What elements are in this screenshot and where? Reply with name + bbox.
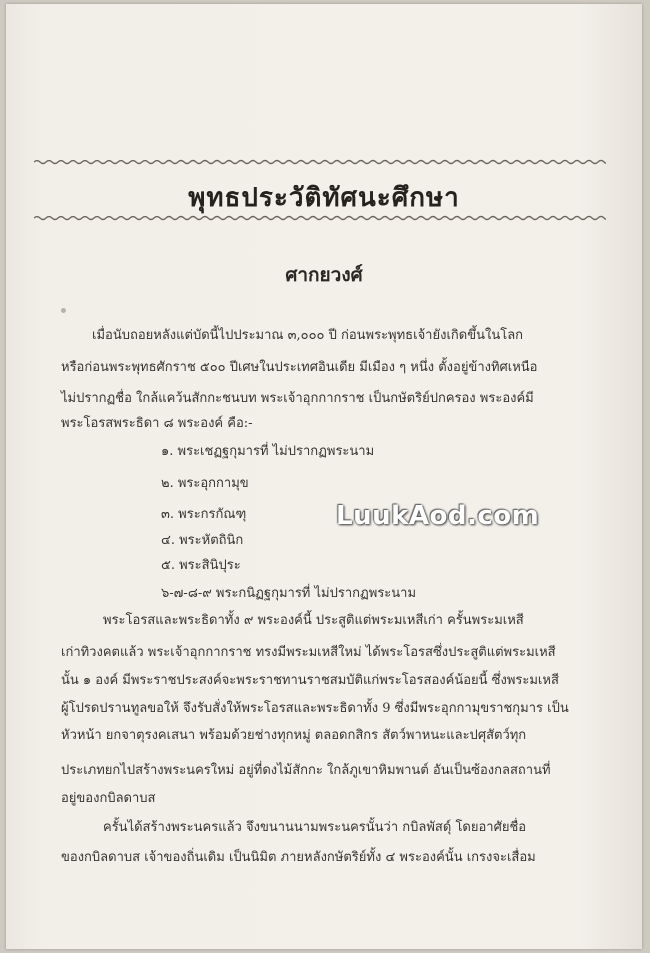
section-title: ศากยวงศ์	[285, 264, 363, 286]
top-wavy-rule	[34, 158, 606, 166]
list-item: ๖-๗-๘-๙ พระกนิฏฐกุมารที่ ไม่ปรากฏพระนาม	[161, 586, 417, 601]
paragraph-line: พระโอรสและพระธิดาทั้ง ๙ พระองค์นี้ ประสูติแต่พระมเหสีเก่า ครั้นพระมเหสี	[103, 613, 524, 628]
bullet-dot	[61, 308, 66, 313]
paragraph-line: นั้น ๑ องค์ มีพระราชประสงค์จะพระราชทานราชสมบัติแก่พระโอรสองค์น้อยนี้ ซึ่งพระมเหสี	[61, 673, 559, 688]
paragraph-line: เก่าทิวงคตแล้ว พระเจ้าอุกกากราช ทรงมีพระมเหสีใหม่ ได้พระโอรสซึ่งประสูติแต่พระมเหสี	[61, 645, 556, 660]
paragraph-line: อยู่ของกบิลดาบส	[61, 791, 156, 806]
paragraph-line: ของกบิลดาบส เจ้าของถิ่นเดิม เป็นนิมิต ภายหลังกษัตริย์ทั้ง ๔ พระองค์นั้น เกรงจะเสื่อม	[61, 850, 536, 865]
paragraph-line: เมื่อนับถอยหลังแต่บัดนี้ไปประมาณ ๓,๐๐๐ ปี ก่อนพระพุทธเจ้ายังเกิดขึ้นในโลก	[92, 328, 524, 343]
bottom-wavy-rule	[34, 214, 606, 222]
paragraph-line: พระโอรสพระธิดา ๘ พระองค์ คือ:-	[61, 416, 253, 431]
paragraph-line: ไม่ปรากฏชื่อ ใกล้แคว้นสักกะชนบท พระเจ้าอุกกากราช เป็นกษัตริย์ปกครอง พระองค์มี	[61, 391, 534, 406]
paragraph-line: หัวหน้า ยกจาตุรงคเสนา พร้อมด้วยช่างทุกหมู่ ตลอดกสิกร สัตว์พาหนะและปศุสัตว์ทุก	[61, 728, 527, 743]
site-watermark: LuukAod.com	[336, 501, 540, 531]
book-page	[6, 4, 642, 949]
paragraph-line: หรือก่อนพระพุทธศักราช ๕๐๐ ปีเศษในประเทศอินเดีย มีเมือง ๆ หนึ่ง ตั้งอยู่ข้างทิศเหนือ	[61, 360, 538, 375]
list-item: ๕. พระสินิปุระ	[161, 558, 241, 573]
list-item: ๓. พระกรกัณฑุ	[161, 507, 247, 522]
list-item: ๑. พระเชฏฐกุมารที่ ไม่ปรากฏพระนาม	[161, 444, 375, 459]
paragraph-line: ผู้โปรดปรานทูลขอให้ จึงรับสั่งให้พระโอรสและพระธิดาทั้ง 9 ซึ่งมีพระอุกกามุขราชกุมาร เป็น	[61, 701, 569, 716]
list-item: ๔. พระหัตถินิก	[161, 533, 244, 548]
paragraph-line: ครั้นได้สร้างพระนครแล้ว จึงขนานนามพระนครนั้นว่า กบิลพัสดุ์ โดยอาศัยชื่อ	[103, 820, 527, 835]
paragraph-line: ประเภทยกไปสร้างพระนครใหม่ อยู่ที่ดงไม้สักกะ ใกล้ภูเขาหิมพานต์ อันเป็นซ้องกลสถานที่	[61, 763, 551, 778]
book-title: พุทธประวัติทัศนะศึกษา	[188, 183, 460, 213]
list-item: ๒. พระอุกกามุข	[161, 476, 249, 491]
